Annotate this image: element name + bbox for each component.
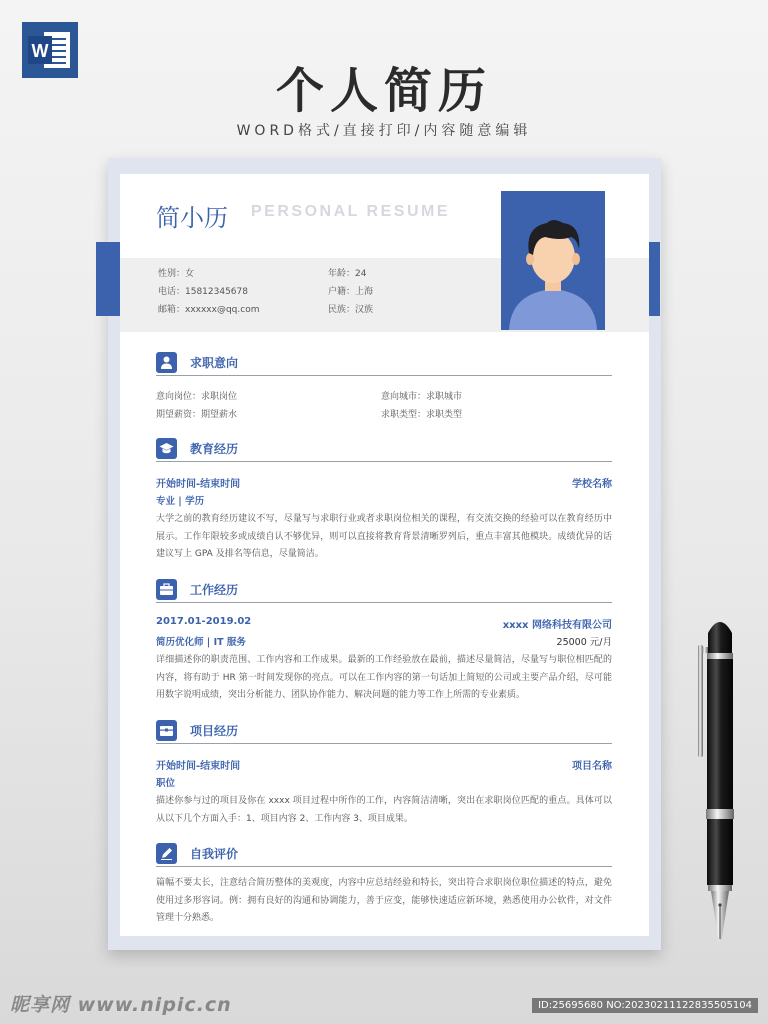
info-gender: 性别：女 xyxy=(158,269,195,279)
section-header xyxy=(156,718,612,744)
info-ethnicity: 民族：汉族 xyxy=(328,305,374,315)
project-name: 项目名称 xyxy=(572,761,612,772)
page-title: 个人简历 xyxy=(275,63,492,119)
project-time: 开始时间-结束时间 xyxy=(156,761,241,772)
section-header xyxy=(156,350,612,376)
intent-salary: 期望薪资：期望薪水 xyxy=(156,410,238,420)
work-salary: 25000 元/月 xyxy=(556,637,612,648)
word-logo-letter: W xyxy=(31,41,49,61)
edu-school: 学校名称 xyxy=(572,479,612,490)
section-header xyxy=(156,577,612,603)
section-header xyxy=(156,436,612,462)
resume-name: 简小历 xyxy=(156,204,228,232)
info-age: 年龄：24 xyxy=(328,269,367,279)
fountain-pen-icon xyxy=(690,605,750,945)
section-title: 项目经历 xyxy=(190,724,239,738)
work-role: 简历优化师 | IT 服务 xyxy=(156,637,246,648)
section-self-evaluation xyxy=(156,841,612,928)
briefcase-icon xyxy=(156,579,177,600)
watermark-id: ID:25695680 NO:20230211122835505104 xyxy=(532,998,758,1013)
section-title: 自我评价 xyxy=(190,847,239,861)
project-description: 描述你参与过的项目及你在 xxxx 项目过程中所作的工作，内容简洁清晰，突出在求职岗位匹配的重点。具体可以从以下几个方面入手：1、项目内容 2、工作内容 3、项目成果。 xyxy=(156,796,612,824)
intent-city: 意向城市：求职城市 xyxy=(381,392,463,402)
work-time: 2017.01-2019.02 xyxy=(156,616,252,627)
info-phone: 电话：15812345678 xyxy=(158,287,248,297)
section-work xyxy=(156,577,612,705)
pen-icon xyxy=(156,843,177,864)
page-subtitle: WORD格式/直接打印/内容随意编辑 xyxy=(236,123,532,139)
section-header xyxy=(156,841,612,867)
self-description: 篇幅不要太长，注意结合简历整体的美观度，内容中应总结经验和特长，突出符合求职岗位职位描述的特点，避免使用过多形容词。例：拥有良好的沟通和协调能力，善于应变，能够快速适应新环境，熟悉使用办公软件，对文件管理十分熟悉。 xyxy=(156,878,612,923)
edu-description: 大学之前的教育经历建议不写，尽量写与求职行业或者求职岗位相关的课程，有交流交换的经验可以在教育经历中展示。工作年限较多或成绩自认不够优异，则可以直接将教育背景清晰罗列后，重点丰富其他模块。成绩优异的话建议写上 GPA 及排名等信息，尽量简洁。 xyxy=(156,514,612,559)
toolbox-icon xyxy=(156,720,177,741)
info-hukou: 户籍：上海 xyxy=(328,287,374,297)
section-title: 工作经历 xyxy=(190,583,239,597)
intent-position: 意向岗位：求职岗位 xyxy=(156,392,238,402)
section-education xyxy=(156,436,612,564)
resume-paper xyxy=(108,158,661,950)
resume-en-title: PERSONAL RESUME xyxy=(251,203,451,220)
info-email: 邮箱：xxxxxx@qq.com xyxy=(158,305,260,315)
section-title: 求职意向 xyxy=(190,356,239,370)
section-project xyxy=(156,718,612,828)
graduation-cap-icon xyxy=(156,438,177,459)
section-intent xyxy=(156,350,612,422)
edu-time: 开始时间-结束时间 xyxy=(156,479,241,490)
avatar-person-icon xyxy=(501,191,605,330)
work-company: xxxx 网络科技有限公司 xyxy=(502,620,612,631)
edu-major: 专业 | 学历 xyxy=(156,496,205,507)
avatar xyxy=(501,191,605,330)
intent-type: 求职类型：求职类型 xyxy=(381,410,463,420)
work-description: 详细描述你的职责范围、工作内容和工作成果。最新的工作经验放在最前，描述尽量简洁，尽量写与职位相匹配的内容，将有助于 HR 第一时间发现你的亮点。可以在工作内容的第一句话加上简短的公司或主要产品介绍，尽可能用数字说明成绩，突出分析能力、团队协作能力、解决问题的能力等工作上所需的专业素质。 xyxy=(156,655,612,700)
watermark-site: 昵享网 www.nipic.cn xyxy=(10,994,232,1016)
project-role: 职位 xyxy=(156,778,176,789)
resume-page xyxy=(120,174,649,936)
section-title: 教育经历 xyxy=(190,442,239,456)
user-icon xyxy=(156,352,177,373)
